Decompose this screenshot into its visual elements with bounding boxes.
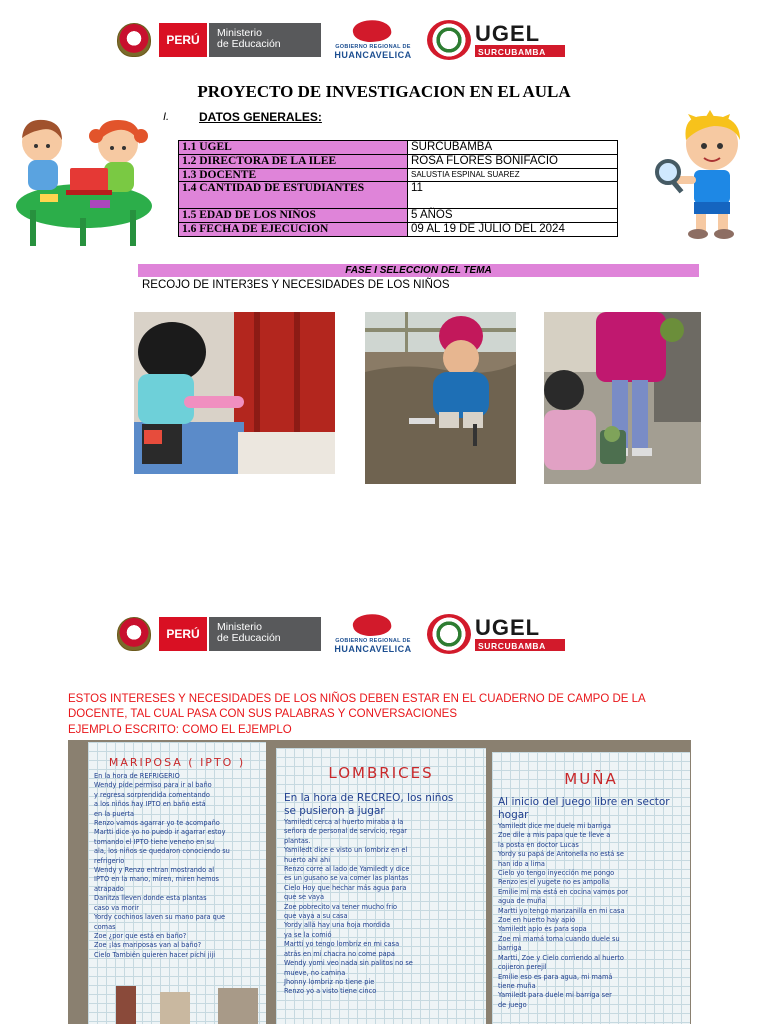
poster-line: Emilie mi ma está en cocina vamos por [498,887,628,896]
poster-line: Wendy yomi veo nada sin palitos no se [284,959,413,968]
header-logos [117,20,565,60]
poster-mariposa [88,742,266,1024]
gobierno-text: GOBIERNO REGIONAL DE [335,638,411,644]
photo-girl-in-garden [365,312,516,484]
poster-muna [492,752,690,1024]
poster-line: que vaya a su casa [284,912,348,921]
poster-line: Emilie eso es para agua, mi mamá [498,972,613,981]
ugel-text: UGEL [475,617,565,641]
ministerio-line1: Ministerio [217,621,262,633]
boy-with-magnifier-illustration [654,110,758,242]
poster-line: refrigerio [94,856,125,865]
peru-coat-of-arms-icon [117,617,151,651]
ugel-sub-text: SURCUBAMBA [475,641,565,651]
table-value: SALUSTIA ESPINAL SUAREZ [408,169,618,182]
poster-line: Cielo yo tengo inyección me pongo [498,869,615,878]
photo-child-with-plant [544,312,701,484]
poster-line: Martti dice yo no puedo ir agarrar estoy [94,828,226,837]
poster-line: caso va morir [94,903,139,912]
poster-line: En la hora de RECREO, los niños [284,792,454,804]
poster-line: mueve, no camina [284,968,346,977]
section-title: DATOS GENERALES: [199,110,322,124]
poster-line: tiene muña [498,981,536,990]
datos-generales-table [178,140,618,237]
instruction-line-1: ESTOS INTERESES Y NECESIDADES DE LOS NIÑOS DEBEN ESTAR EN EL CUADERNO DE CAMPO DE LA [68,693,646,705]
table-row [179,169,618,182]
poster-line: Zoe ¡las mariposas van al baño? [94,941,202,950]
poster-line: Zoe dile a mis papa que te lleve a [498,831,611,840]
poster-text [94,772,264,960]
poster-line: hogar [498,809,529,821]
poster-line: ya se la comió [284,930,332,939]
page-title: PROYECTO DE INVESTIGACION EN EL AULA [197,82,571,101]
poster-line: Zoe mi mamá toma cuando duele su [498,934,620,943]
poster-line: Martti yo tengo lombriz en mi casa [284,940,400,949]
poster-line: comas [94,922,116,931]
table-row [179,182,618,209]
ministerio-line1: Ministerio [217,27,262,39]
poster-line: Yamiledt cerca al huerto miraba a la [284,818,404,826]
table-row [179,141,618,155]
table-row [179,155,618,169]
poster-line: ala, los niños se quedaron conociendo su [94,847,230,856]
ugel-sub-text: SURCUBAMBA [475,47,565,57]
poster-line: tomando el IPTO tiene veneno en su [94,837,215,846]
table-label: 1.6 FECHA DE EJECUCION [179,223,408,237]
gobierno-regional-logo [325,20,421,60]
table-label: 1.1 UGEL [179,141,408,155]
poster-line: Zoe pobrecito va tener mucho frio [284,902,398,911]
recojo-heading: RECOJO DE INTER3ES Y NECESIDADES DE LOS NIÑOS [142,279,450,291]
poster-title: LOMBRICES [328,764,434,782]
ugel-logo [475,23,565,57]
table-value: 11 [408,182,618,209]
region-text: HUANCAVELICA [334,50,412,60]
poster-line: Cielo Hoy que hechar más agua para [284,883,407,892]
poster-line: en la puerta [94,809,135,818]
table-row [179,223,618,237]
poster-line: Martti yo tengo manzanilla en mi casa [498,906,625,915]
instruction-line-3: EJEMPLO ESCRITO: COMO EL EJEMPLO [68,724,292,736]
poster-text [284,792,484,997]
poster-line: Yamiledt dice me duele mi barriga [498,822,611,830]
poster-line: Al inicio del juego libre en sector [498,796,670,808]
table-label: 1.3 DOCENTE [179,169,408,182]
kids-at-table-illustration [10,114,158,248]
poster-line: Renzo es el yugete no es ampolla [498,878,610,887]
poster-line: atrás en mi chacra no come papa [284,949,395,958]
table-value: 5 AÑOS [408,209,618,223]
poster-line: señora de personal de servicio, regar [284,827,407,836]
poster-line: cojieron perejil [498,963,547,972]
poster-lombrices [276,748,486,1024]
poster-line: a los niños hay IPTO en baño está [94,800,206,809]
fase-banner: FASE I SELECCION DEL TEMA [138,264,699,277]
poster-line: huerto ahi ahi [284,855,331,864]
poster-line: que se vaya [284,893,324,902]
poster-line: atrapado [94,884,124,893]
region-map-icon [352,17,393,44]
ministerio-logo [209,617,321,651]
poster-line: Jhonny lombriz no tiene pie [284,977,375,986]
ugel-text: UGEL [475,23,565,47]
poster-text [498,796,688,1010]
ugel-logo [475,617,565,651]
table-label: 1.5 EDAD DE LOS NIÑOS [179,209,408,223]
region-map-icon [352,611,393,638]
poster-line: Yordy cochinos laven su mano para que [94,913,226,922]
table-value: 09 AL 19 DE JULIO DEL 2024 [408,223,618,237]
table-value: SURCUBAMBA [408,141,618,155]
poster-line: IPTO en la mano, miren, miren hemos [94,875,219,884]
section-number: I. [163,111,170,123]
poster-line: Yamiledt para duele mi barriga ser [498,991,612,1000]
ugel-seal-icon [427,614,471,654]
ministerio-logo [209,23,321,57]
poster-title: MARIPOSA ( IPTO ) [108,756,246,769]
poster-line: Renzo vamos agarrar yo te acompaño [94,819,220,828]
instruction-line-2: DOCENTE, TAL CUAL PASA CON SUS PALABRAS Y CONVERSACIONES [68,708,457,720]
region-text: HUANCAVELICA [334,644,412,654]
poster-line: agua de muña [498,897,546,906]
poster-line: Wendy pide permiso para ir al baño [94,781,212,790]
ugel-seal-icon [427,20,471,60]
poster-line: Cielo También quieren hacer pichi jiji [94,950,216,959]
gobierno-text: GOBIERNO REGIONAL DE [335,44,411,50]
poster-line: y regresa sorprendida comentando [94,790,210,799]
poster-line: han ido a lima [498,859,545,868]
table-value: ROSA FLORES BONIFACIO [408,155,618,169]
poster-line: En la hora de REFRIGERIO [94,772,180,780]
poster-line: Yordy allá hay una hoja mordida [284,921,390,930]
peru-logo: PERÚ [159,617,209,651]
poster-title: MUÑA [564,770,618,788]
poster-line: barriga [498,944,522,953]
poster-line: de juego [498,1000,527,1009]
poster-line: Yamiledt dice e visto un lombriz en el [284,846,408,855]
poster-line: Renzo yo a visto tiene cinco [284,987,377,996]
poster-line: Wendy y Renzo entran mostrando al [94,866,215,875]
poster-line: Yamiledt apio es para sopa [498,925,587,934]
gobierno-regional-logo [325,614,421,654]
poster-line: Renzo corre al lado de Yamiledt y dice [284,865,410,874]
poster-line: Zoe en huerto hay apio [498,916,576,925]
table-label: 1.2 DIRECTORA DE LA ILEE [179,155,408,169]
ministerio-line2: de Educación [217,38,281,50]
table-label: 1.4 CANTIDAD DE ESTUDIANTES [179,182,408,209]
poster-line: Yordy su papá de Antonella no está se [498,850,624,859]
photo-girl-at-door [134,312,335,474]
poster-line: Danitza lleven donde esta plantas [94,894,207,903]
poster-line: Martti, Zoe y Cielo corriendo al huerto [498,953,624,962]
poster-line: plantas. [284,836,311,845]
poster-line: Zoe ¿por que está en baño? [94,931,187,940]
header-logos-2 [117,614,565,654]
peru-coat-of-arms-icon [117,23,151,57]
table-row [179,209,618,223]
poster-line: se pusieron a jugar [284,805,385,817]
peru-logo: PERÚ [159,23,209,57]
poster-line: la posta en doctor Lucas [498,840,579,849]
poster-line: es un gusano se va comer las plantas [284,874,409,883]
ministerio-line2: de Educación [217,632,281,644]
